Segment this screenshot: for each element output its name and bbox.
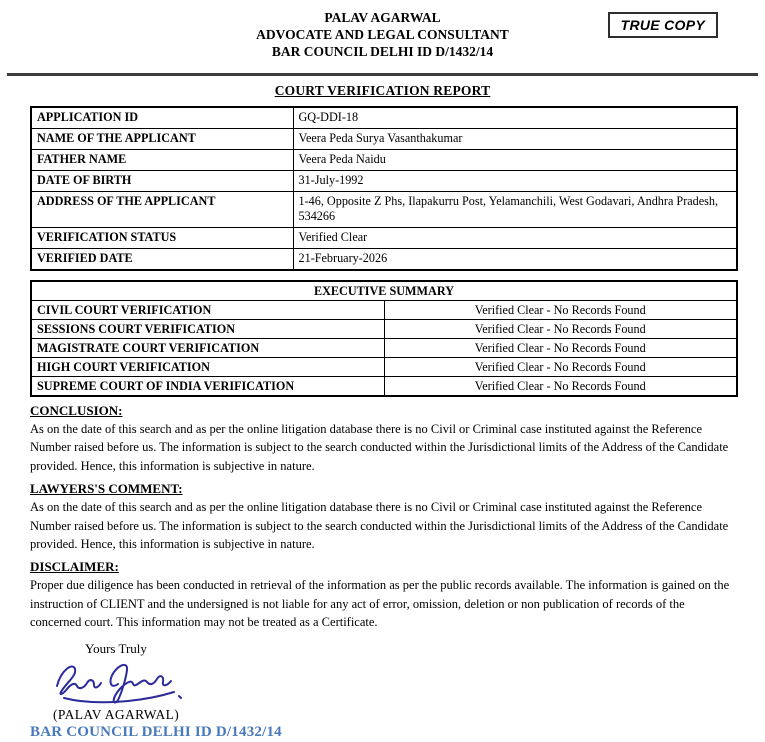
- advocate-name: PALAV AGARWAL: [324, 10, 441, 25]
- table-row: [31, 228, 737, 249]
- lawyers-comment-body: As on the date of this search and as per the online litigation database there is no Civil or Criminal case instituted against the Reference Number raised before us. The information is subject to the search conducted within the Jurisdictional limits of the Address of the Candidate provided. Hence, this information is subjective in nature.: [30, 500, 729, 552]
- true-copy-stamp: TRUE COPY: [608, 12, 718, 38]
- row-label: APPLICATION ID: [31, 107, 293, 129]
- row-label: VERIFICATION STATUS: [31, 228, 293, 249]
- row-value: 31-July-1992: [293, 171, 737, 192]
- table-row: [31, 150, 737, 171]
- header-divider: [7, 73, 758, 76]
- row-label: ADDRESS OF THE APPLICANT: [31, 192, 293, 228]
- applicant-details-table: [30, 106, 738, 271]
- row-label: HIGH COURT VERIFICATION: [31, 358, 384, 377]
- row-value: Verified Clear - No Records Found: [384, 358, 737, 377]
- executive-summary-title: EXECUTIVE SUMMARY: [31, 281, 737, 301]
- table-row: [31, 320, 737, 339]
- executive-summary-table: [30, 280, 738, 397]
- row-value: Verified Clear - No Records Found: [384, 377, 737, 397]
- disclaimer-section: [30, 557, 738, 631]
- signatory-name: (PALAV AGARWAL): [53, 706, 180, 722]
- report-title: COURT VERIFICATION REPORT: [274, 83, 491, 98]
- lawyers-comment-section: [30, 479, 738, 553]
- conclusion-body: As on the date of this search and as per the online litigation database there is no Civil or Criminal case instituted against the Reference Number raised before us. The information is subject to the search conducted within the Jurisdictional limits of the Address of the Candidate provided. Hence, this information is subjective in nature.: [30, 422, 729, 473]
- table-header-row: [31, 281, 737, 301]
- table-row: [31, 358, 737, 377]
- row-value: Verified Clear - No Records Found: [384, 301, 737, 320]
- table-row: [31, 377, 737, 397]
- row-value: GQ-DDI-18: [293, 107, 737, 129]
- row-label: SESSIONS COURT VERIFICATION: [31, 320, 384, 339]
- row-value: Verified Clear - No Records Found: [384, 320, 737, 339]
- advocate-bar-council-id: BAR COUNCIL DELHI ID D/1432/14: [271, 44, 494, 59]
- table-row: [31, 129, 737, 150]
- row-label: NAME OF THE APPLICANT: [31, 129, 293, 150]
- signature-ink: [50, 657, 200, 707]
- table-row: [31, 171, 737, 192]
- row-label: DATE OF BIRTH: [31, 171, 293, 192]
- disclaimer-heading: DISCLAIMER:: [30, 559, 119, 575]
- bar-council-id-footer: BAR COUNCIL DELHI ID D/1432/14: [30, 723, 282, 740]
- row-label: MAGISTRATE COURT VERIFICATION: [31, 339, 384, 358]
- row-label: CIVIL COURT VERIFICATION: [31, 301, 384, 320]
- signature-scribble: [50, 657, 765, 707]
- closing-salutation: Yours Truly: [85, 640, 147, 656]
- conclusion-heading: CONCLUSION:: [30, 403, 123, 418]
- row-label: VERIFIED DATE: [31, 249, 293, 271]
- table-row: [31, 301, 737, 320]
- conclusion-section: [30, 401, 738, 475]
- row-label: FATHER NAME: [31, 150, 293, 171]
- table-row: [31, 339, 737, 358]
- table-row: [31, 192, 737, 228]
- table-row: [31, 107, 737, 129]
- lawyers-comment-heading: LAWYERS'S COMMENT:: [30, 481, 183, 497]
- row-value: Veera Peda Naidu: [293, 150, 737, 171]
- row-value: 21-February-2026: [293, 249, 737, 271]
- table-row: [31, 249, 737, 271]
- row-value: 1-46, Opposite Z Phs, Ilapakurru Post, Yelamanchili, West Godavari, Andhra Pradesh, 534266: [293, 192, 737, 228]
- row-value: Veera Peda Surya Vasanthakumar: [293, 129, 737, 150]
- row-value: Verified Clear - No Records Found: [384, 339, 737, 358]
- row-label: SUPREME COURT OF INDIA VERIFICATION: [31, 377, 384, 397]
- row-value: Verified Clear: [293, 228, 737, 249]
- disclaimer-body: Proper due diligence has been conducted in retrieval of the information as per the public records available. The information is gained on the instruction of CLIENT and the undersigned is not liable for any act of error, omission, deletion or non publication of records of the concerned court. This information may not be treated as a Certificate.: [30, 578, 730, 630]
- advocate-title: ADVOCATE AND LEGAL CONSULTANT: [256, 27, 509, 42]
